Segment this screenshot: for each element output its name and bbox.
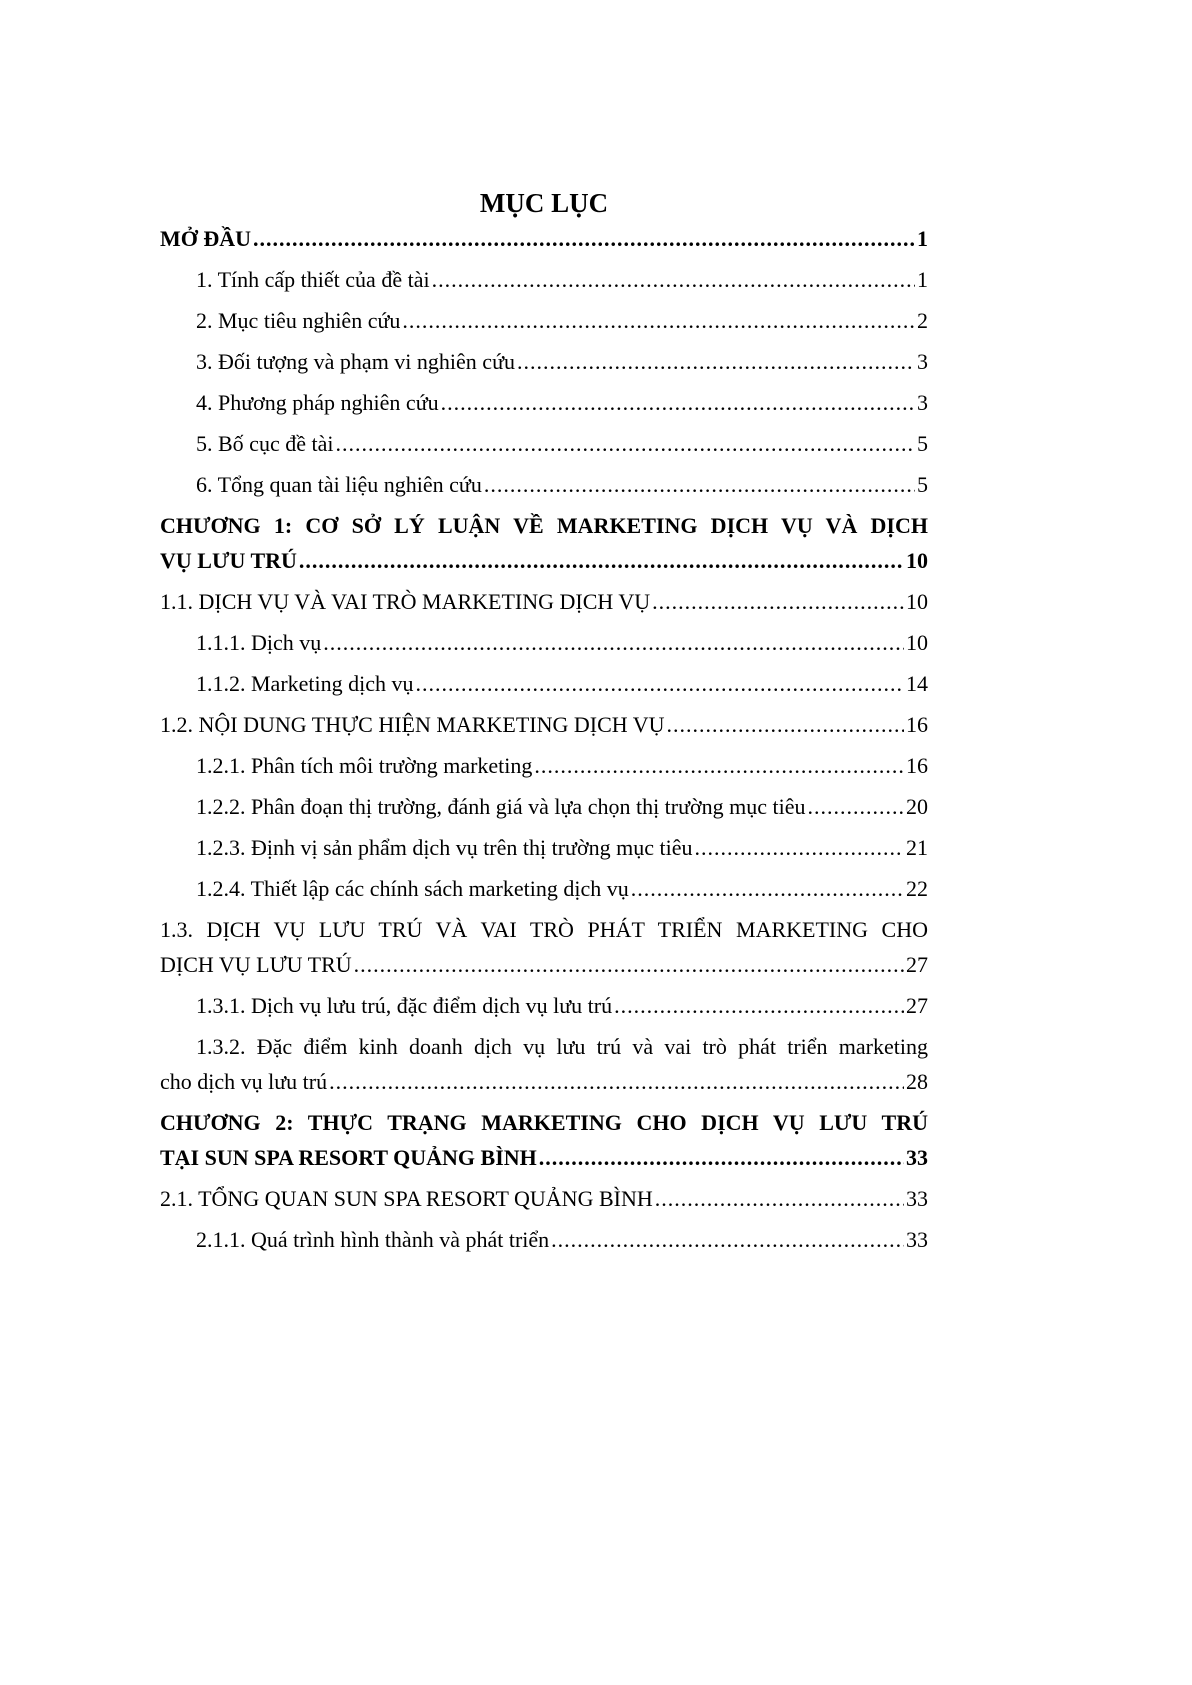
toc-page-number: 33 — [906, 1227, 928, 1252]
toc-page-number: 22 — [906, 876, 928, 901]
toc-entry-text-line1: CHƯƠNG 1: CƠ SỞ LÝ LUẬN VỀ MARKETING DỊCH VỤ VÀ DỊCH — [160, 513, 928, 538]
toc-entry-4[interactable] — [160, 385, 928, 420]
toc-entry-text-line1: 1.3. DỊCH VỤ LƯU TRÚ VÀ VAI TRÒ PHÁT TRIỂN MARKETING CHO — [160, 917, 928, 942]
toc-entry-text-line2: VỤ LƯU TRÚ — [160, 548, 297, 573]
toc-page-number: 27 — [906, 952, 928, 977]
toc-entry-text: 1.2.3. Định vị sản phẩm dịch vụ trên thị trường mục tiêu — [196, 835, 693, 860]
toc-page-number: 10 — [906, 589, 928, 614]
toc-entry-3[interactable] — [160, 344, 928, 379]
toc-entry-2-1-1[interactable] — [160, 1222, 928, 1257]
toc-entry-text: 1.2.4. Thiết lập các chính sách marketing dịch vụ — [196, 876, 629, 901]
toc-entry-text: 1. Tính cấp thiết của đề tài — [196, 267, 430, 292]
dot-leader — [253, 221, 915, 256]
dot-leader — [667, 707, 904, 742]
dot-leader — [534, 748, 904, 783]
toc-entry-1[interactable] — [160, 262, 928, 297]
toc-page-number: 28 — [906, 1069, 928, 1094]
toc-entry-1-3[interactable] — [160, 912, 928, 982]
toc-entry-text-line1: 1.3.2. Đặc điểm kinh doanh dịch vụ lưu trú và vai trò phát triển marketing — [196, 1034, 928, 1059]
toc-entry-text: 1.2.2. Phân đoạn thị trường, đánh giá và lựa chọn thị trường mục tiêu — [196, 794, 806, 819]
toc-page-number: 16 — [906, 712, 928, 737]
dot-leader — [416, 666, 904, 701]
table-of-contents — [160, 186, 928, 1257]
toc-entry-text: 2.1.1. Quá trình hình thành và phát triển — [196, 1227, 550, 1252]
dot-leader — [694, 830, 904, 865]
dot-leader — [335, 426, 915, 461]
toc-entry-chuong-1[interactable] — [160, 508, 928, 578]
toc-entry-5[interactable] — [160, 426, 928, 461]
dot-leader — [655, 1181, 904, 1216]
dot-leader — [402, 303, 915, 338]
toc-page-number: 2 — [917, 308, 928, 333]
toc-entry-text: 3. Đối tượng và phạm vi nghiên cứu — [196, 349, 515, 374]
toc-entry-1-2-4[interactable] — [160, 871, 928, 906]
toc-entry-mo-dau[interactable] — [160, 221, 928, 256]
toc-entry-6[interactable] — [160, 467, 928, 502]
toc-entry-text: 4. Phương pháp nghiên cứu — [196, 390, 439, 415]
toc-page-number: 5 — [917, 431, 928, 456]
dot-leader — [808, 789, 904, 824]
toc-page-number: 3 — [917, 349, 928, 374]
dot-leader — [631, 871, 904, 906]
toc-page-number: 33 — [906, 1145, 928, 1170]
dot-leader — [551, 1222, 904, 1257]
toc-entry-1-3-2[interactable] — [160, 1029, 928, 1099]
toc-page-number: 14 — [906, 671, 928, 696]
toc-entry-1-1[interactable] — [160, 584, 928, 619]
toc-entry-text: 2. Mục tiêu nghiên cứu — [196, 308, 401, 333]
toc-entry-text-line2: DỊCH VỤ LƯU TRÚ — [160, 952, 352, 977]
toc-entry-text: 6. Tổng quan tài liệu nghiên cứu — [196, 472, 482, 497]
toc-entry-2[interactable] — [160, 303, 928, 338]
toc-entry-text: 1.2.1. Phân tích môi trường marketing — [196, 753, 533, 778]
toc-page-number: 10 — [906, 548, 928, 573]
dot-leader — [432, 262, 915, 297]
toc-page-number: 1 — [917, 226, 928, 251]
toc-entry-text: 5. Bố cục đề tài — [196, 431, 334, 456]
toc-entry-chuong-2[interactable] — [160, 1105, 928, 1175]
toc-entry-text: 1.1.1. Dịch vụ — [196, 630, 322, 655]
toc-page-number: 20 — [906, 794, 928, 819]
toc-entry-2-1[interactable] — [160, 1181, 928, 1216]
dot-leader — [539, 1140, 904, 1175]
toc-entry-1-1-1[interactable] — [160, 625, 928, 660]
toc-entry-text-line2: cho dịch vụ lưu trú — [160, 1069, 328, 1094]
toc-entry-1-3-1[interactable] — [160, 988, 928, 1023]
toc-entry-1-2-2[interactable] — [160, 789, 928, 824]
dot-leader — [614, 988, 904, 1023]
dot-leader — [484, 467, 915, 502]
toc-entry-text: 1.3.1. Dịch vụ lưu trú, đặc điểm dịch vụ lưu trú — [196, 993, 613, 1018]
toc-page-number: 3 — [917, 390, 928, 415]
dot-leader — [329, 1064, 904, 1099]
toc-page-number: 10 — [906, 630, 928, 655]
toc-entry-1-2[interactable] — [160, 707, 928, 742]
dot-leader — [441, 385, 915, 420]
toc-entry-text: MỞ ĐẦU — [160, 226, 252, 251]
dot-leader — [652, 584, 904, 619]
toc-entry-text-line1: CHƯƠNG 2: THỰC TRẠNG MARKETING CHO DỊCH VỤ LƯU TRÚ — [160, 1110, 928, 1135]
toc-entry-1-2-3[interactable] — [160, 830, 928, 865]
toc-entry-text: 1.1. DỊCH VỤ VÀ VAI TRÒ MARKETING DỊCH VỤ — [160, 589, 651, 614]
toc-entry-text: 1.2. NỘI DUNG THỰC HIỆN MARKETING DỊCH VỤ — [160, 712, 665, 737]
toc-entry-1-2-1[interactable] — [160, 748, 928, 783]
toc-page-number: 33 — [906, 1186, 928, 1211]
toc-title: MỤC LỤC — [479, 188, 609, 218]
toc-page-number: 21 — [906, 835, 928, 860]
toc-entry-text-line2: TẠI SUN SPA RESORT QUẢNG BÌNH — [160, 1145, 537, 1170]
toc-page-number: 27 — [906, 993, 928, 1018]
dot-leader — [323, 625, 904, 660]
toc-entry-1-1-2[interactable] — [160, 666, 928, 701]
dot-leader — [517, 344, 915, 379]
toc-entry-text: 2.1. TỔNG QUAN SUN SPA RESORT QUẢNG BÌNH — [160, 1186, 653, 1211]
dot-leader — [299, 543, 904, 578]
toc-page-number: 5 — [917, 472, 928, 497]
toc-page-number: 16 — [906, 753, 928, 778]
toc-entry-text: 1.1.2. Marketing dịch vụ — [196, 671, 414, 696]
dot-leader — [354, 947, 904, 982]
toc-page-number: 1 — [917, 267, 928, 292]
